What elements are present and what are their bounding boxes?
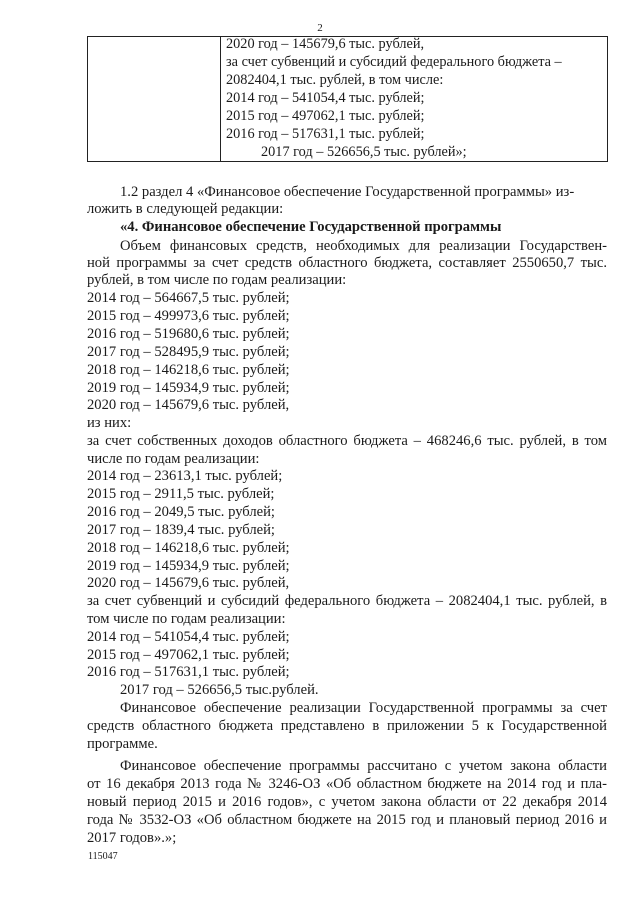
- table-right-cell: [221, 37, 608, 162]
- paragraph-line: за счет субвенций и субсидий федерального бюджета – 2082404,1 тыс. рублей, в: [87, 593, 607, 609]
- section-heading: «4. Финансовое обеспечение Государственной программы: [120, 219, 502, 235]
- paragraph-line: программе.: [87, 736, 158, 752]
- year-line-own: 2015 год – 2911,5 тыс. рублей;: [87, 486, 275, 502]
- paragraph-line: Финансовое обеспечение программы рассчитано с учетом закона области: [120, 758, 607, 774]
- table-line: 2015 год – 497062,1 тыс. рублей;: [226, 108, 425, 124]
- paragraph-line: за счет собственных доходов областного бюджета – 468246,6 тыс. рублей, в том: [87, 433, 607, 449]
- table-line: 2020 год – 145679,6 тыс. рублей,: [226, 36, 425, 52]
- continuation-table: [87, 36, 608, 162]
- year-line-total: 2020 год – 145679,6 тыс. рублей,: [87, 397, 290, 413]
- paragraph-line: новый период 2015 и 2016 годов», с учетом закона области от 22 декабря 2014: [87, 794, 607, 810]
- paragraph-line: средств областного бюджета представлено в приложении 5 к Государственной: [87, 718, 607, 734]
- year-line-fed: 2014 год – 541054,4 тыс. рублей;: [87, 629, 290, 645]
- paragraph-line: 2017 годов».»;: [87, 830, 177, 846]
- year-line-own: 2019 год – 145934,9 тыс. рублей;: [87, 558, 290, 574]
- paragraph-line: числе по годам реализации:: [87, 451, 260, 467]
- year-line-total: 2019 год – 145934,9 тыс. рублей;: [87, 380, 290, 396]
- year-line-own: 2017 год – 1839,4 тыс. рублей;: [87, 522, 275, 538]
- paragraph-line: ной программы за счет средств областного бюджета, составляет 2550650,7 тыс.: [87, 255, 607, 271]
- year-line-total: 2015 год – 499973,6 тыс. рублей;: [87, 308, 290, 324]
- paragraph-line: том числе по годам реализации:: [87, 611, 286, 627]
- year-line-fed: 2015 год – 497062,1 тыс. рублей;: [87, 647, 290, 663]
- table-line: за счет субвенций и субсидий федерального бюджета –: [226, 54, 562, 70]
- paragraph-line: рублей, в том числе по годам реализации:: [87, 272, 347, 288]
- year-line-fed: 2017 год – 526656,5 тыс.рублей.: [120, 682, 319, 698]
- intro-line: ложить в следующей редакции:: [87, 201, 284, 217]
- year-line-own: 2018 год – 146218,6 тыс. рублей;: [87, 540, 290, 556]
- of-them-label: из них:: [87, 415, 132, 431]
- year-line-own: 2014 год – 23613,1 тыс. рублей;: [87, 468, 283, 484]
- year-line-total: 2016 год – 519680,6 тыс. рублей;: [87, 326, 290, 342]
- year-line-fed: 2016 год – 517631,1 тыс. рублей;: [87, 664, 290, 680]
- table-left-cell: [88, 37, 221, 162]
- table-line: 2014 год – 541054,4 тыс. рублей;: [226, 90, 425, 106]
- year-line-own: 2016 год – 2049,5 тыс. рублей;: [87, 504, 275, 520]
- year-line-total: 2014 год – 564667,5 тыс. рублей;: [87, 290, 290, 306]
- paragraph-line: года № 3532-ОЗ «Об областном бюджете на 2015 год и плановый период 2016 и: [87, 812, 607, 828]
- table-line: 2016 год – 517631,1 тыс. рублей;: [226, 126, 425, 142]
- table-line: 2017 год – 526656,5 тыс. рублей»;: [261, 144, 467, 160]
- paragraph-line: Финансовое обеспечение реализации Государственной программы за счет: [120, 700, 607, 716]
- year-line-total: 2018 год – 146218,6 тыс. рублей;: [87, 362, 290, 378]
- paragraph-line: Объем финансовых средств, необходимых для реализации Государствен-: [120, 238, 607, 254]
- year-line-total: 2017 год – 528495,9 тыс. рублей;: [87, 344, 290, 360]
- page-number: 2: [317, 22, 323, 34]
- document-code: 115047: [88, 851, 118, 862]
- year-line-own: 2020 год – 145679,6 тыс. рублей,: [87, 575, 290, 591]
- table-line: 2082404,1 тыс. рублей, в том числе:: [226, 72, 444, 88]
- intro-line: 1.2 раздел 4 «Финансовое обеспечение Государственной программы» из-: [120, 184, 575, 200]
- paragraph-line: от 16 декабря 2013 года № 3246-ОЗ «Об областном бюджете на 2014 год и пла-: [87, 776, 607, 792]
